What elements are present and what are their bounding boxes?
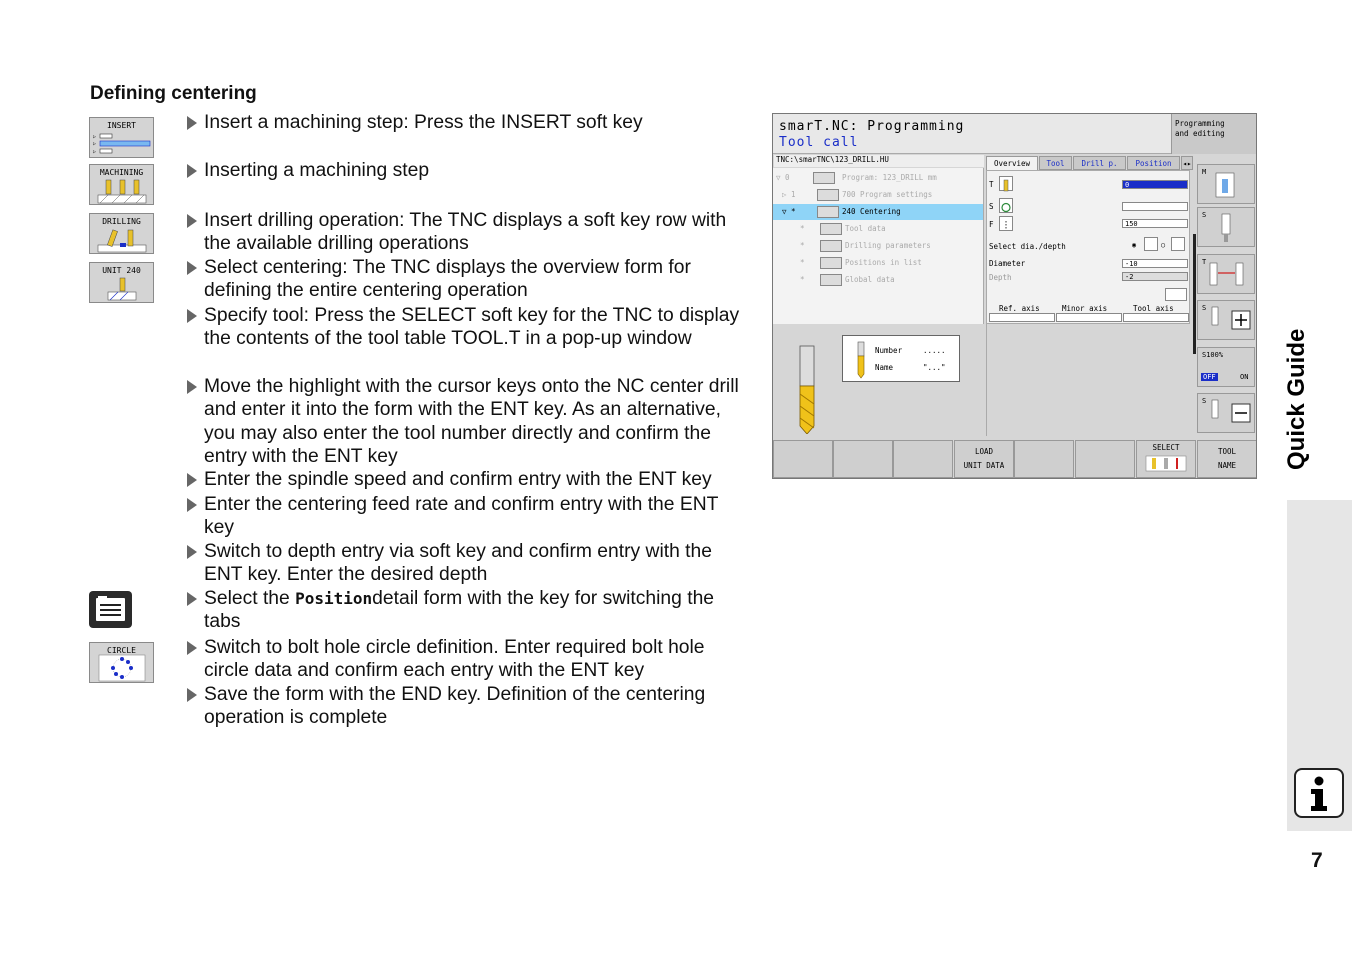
- tool-name-softkey[interactable]: TOOL NAME: [1197, 440, 1257, 478]
- empty-softkey[interactable]: [893, 440, 953, 478]
- spindle-override-softkey[interactable]: S100% OFF ON: [1197, 347, 1255, 387]
- load-unit-data-softkey[interactable]: LOAD UNIT DATA: [954, 440, 1014, 478]
- list-item: Specify tool: Press the SELECT soft key for the TNC to display the contents of the tool table TOOL.T in a pop-up window: [186, 304, 751, 351]
- tool-icon: [999, 176, 1013, 191]
- t-softkey[interactable]: T: [1197, 254, 1255, 294]
- circle-softkey: [89, 642, 154, 683]
- insert-softkey-label: INSERT: [107, 121, 136, 130]
- spindle-icon: [999, 198, 1013, 213]
- tab-scroll-icon[interactable]: ◂▸: [1181, 156, 1193, 170]
- tnc-titlebar: [773, 114, 1171, 154]
- overview-form: [986, 170, 1190, 324]
- tree-node[interactable]: * Positions in list: [800, 258, 922, 267]
- svg-text:▷: ▷: [93, 141, 97, 147]
- depth-label: Depth: [989, 273, 1012, 282]
- list-item: Enter the spindle speed and confirm entry with the ENT key: [186, 468, 751, 491]
- spindle-minus-softkey[interactable]: S: [1197, 393, 1255, 433]
- select-dia-depth-label: Select dia./depth: [989, 242, 1066, 251]
- bolt-circle-icon: [90, 643, 155, 684]
- scrollbar[interactable]: [1193, 234, 1196, 354]
- empty-softkey[interactable]: [1014, 440, 1074, 478]
- popup-name-label: Name: [875, 363, 894, 372]
- insert-softkey: [89, 117, 154, 158]
- unit-240-softkey: [89, 262, 154, 303]
- tool-popup: [842, 335, 960, 382]
- tab-tool[interactable]: Tool: [1039, 156, 1072, 170]
- minor-axis-label: Minor axis: [1062, 304, 1108, 313]
- centering-drill-icon: [90, 263, 155, 304]
- circle-softkey-label: CIRCLE: [107, 646, 136, 655]
- drilling-softkey: [89, 213, 154, 254]
- section-heading: Defining centering: [90, 83, 257, 104]
- form-lower-area: [986, 324, 1190, 436]
- t-field[interactable]: 0: [1122, 180, 1188, 189]
- tree-node[interactable]: ▽ 0 Program: 123_DRILL mm: [776, 173, 937, 182]
- select-softkey[interactable]: SELECT: [1136, 440, 1196, 478]
- drilling-softkey-label: DRILLING: [102, 217, 141, 226]
- tnc-path: TNC:\smarTNC\123_DRILL.HU: [774, 155, 984, 167]
- tree-node[interactable]: ▷ 1 700 Program settings: [782, 190, 933, 199]
- machining-tools-icon: [90, 165, 155, 206]
- form-tabs-key: [89, 591, 132, 628]
- list-item: Move the highlight with the cursor keys onto the NC center drill and enter it into the form with the ENT key. As an alternative, you may also enter the tool number directly and confirm the entry with the ENT key: [186, 375, 751, 469]
- list-item: Select the Positiondetail form with the key for switching the tabs: [186, 587, 751, 634]
- diameter-label: Diameter: [989, 259, 1026, 268]
- position-keyword: Position: [295, 589, 373, 608]
- spindle-plus-softkey[interactable]: S: [1197, 300, 1255, 340]
- depth-field[interactable]: -2: [1122, 272, 1188, 281]
- popup-name-value: "...": [923, 363, 946, 372]
- tnc-screen: [772, 113, 1257, 479]
- list-item: Enter the centering feed rate and confirm entry with the ENT key: [186, 493, 751, 540]
- tnc-mode: Programming and editing: [1171, 114, 1257, 154]
- empty-softkey[interactable]: [833, 440, 893, 478]
- pattern-icon[interactable]: [1165, 288, 1187, 301]
- minus-icon: [1198, 394, 1256, 434]
- tree-node[interactable]: * Drilling parameters: [800, 241, 931, 250]
- radio-dia-icon[interactable]: ◉: [1132, 241, 1137, 249]
- form-tabs: [986, 156, 1196, 170]
- popup-number-label: Number: [875, 346, 903, 355]
- machining-softkey-label: MACHINING: [99, 168, 144, 177]
- svg-text:▷: ▷: [93, 134, 97, 140]
- list-item: Insert drilling operation: The TNC displays a soft key row with the available drilling operations: [186, 209, 751, 256]
- s-softkey[interactable]: S: [1197, 207, 1255, 247]
- program-tree: [773, 168, 984, 324]
- radio-depth-icon[interactable]: ○: [1161, 241, 1166, 249]
- list-item: Switch to depth entry via soft key and confirm entry with the ENT key. Enter the desired depth: [186, 540, 751, 587]
- tool-axis-label: Tool axis: [1133, 304, 1174, 313]
- tab-overview[interactable]: Overview: [986, 156, 1038, 170]
- empty-softkey[interactable]: [1075, 440, 1135, 478]
- empty-softkey[interactable]: [773, 440, 833, 478]
- t-label: T: [989, 180, 994, 189]
- tnc-title: smarT.NC: Programming: [779, 119, 965, 134]
- list-item: Save the form with the END key. Definition of the centering operation is complete: [186, 683, 751, 730]
- tool-select-icon: [1141, 453, 1191, 473]
- ref-axis-label: Ref. axis: [999, 304, 1040, 313]
- plus-icon: [1198, 301, 1256, 341]
- tree-node-selected[interactable]: ▽ * 240 Centering: [773, 204, 983, 220]
- softkey-row: [773, 440, 1257, 479]
- list-item: Switch to bolt hole circle definition. Enter required bolt hole circle data and confirm each entry with the ENT key: [186, 636, 751, 683]
- s-label: S: [989, 202, 994, 211]
- s-field[interactable]: [1122, 202, 1188, 211]
- depth-mode-icon[interactable]: [1171, 237, 1185, 251]
- popup-number-value: .....: [923, 346, 946, 355]
- feed-icon: [999, 216, 1013, 231]
- tab-drill-parameters[interactable]: Drill p.: [1073, 156, 1126, 170]
- tnc-subtitle: Tool call: [779, 135, 859, 150]
- tab-position[interactable]: Position: [1127, 156, 1180, 170]
- list-item: Inserting a machining step: [186, 159, 751, 182]
- list-item: Select centering: The TNC displays the overview form for defining the entire centering operation: [186, 256, 751, 303]
- info-icon: [1294, 768, 1344, 818]
- m-softkey[interactable]: M: [1197, 164, 1255, 204]
- spindle-icon: [1198, 208, 1256, 248]
- machine-function-icon: [1198, 165, 1256, 205]
- unit-240-softkey-label: UNIT 240: [102, 266, 141, 275]
- list-item: Insert a machining step: Press the INSERT soft key: [186, 111, 751, 134]
- tree-node[interactable]: * Global data: [800, 275, 895, 284]
- diameter-mode-icon[interactable]: [1144, 237, 1158, 251]
- ref-axis-field[interactable]: [989, 313, 1055, 322]
- f-label: F: [989, 220, 994, 229]
- page-number: 7: [1311, 849, 1323, 872]
- svg-text:▷: ▷: [93, 149, 97, 155]
- f-field[interactable]: 150: [1122, 219, 1188, 228]
- tool-axis-field[interactable]: [1123, 313, 1189, 322]
- drilling-icon: [90, 214, 155, 255]
- machining-softkey: [89, 164, 154, 205]
- form-tabs-icon: [89, 591, 132, 628]
- tool-change-icon: [1198, 255, 1256, 295]
- quick-guide-label: Quick Guide: [1283, 328, 1310, 470]
- tree-node[interactable]: * Tool data: [800, 224, 886, 233]
- drill-icon: [853, 340, 869, 380]
- insert-rows-icon: [90, 118, 155, 159]
- diameter-field[interactable]: -10: [1122, 259, 1188, 268]
- minor-axis-field[interactable]: [1056, 313, 1122, 322]
